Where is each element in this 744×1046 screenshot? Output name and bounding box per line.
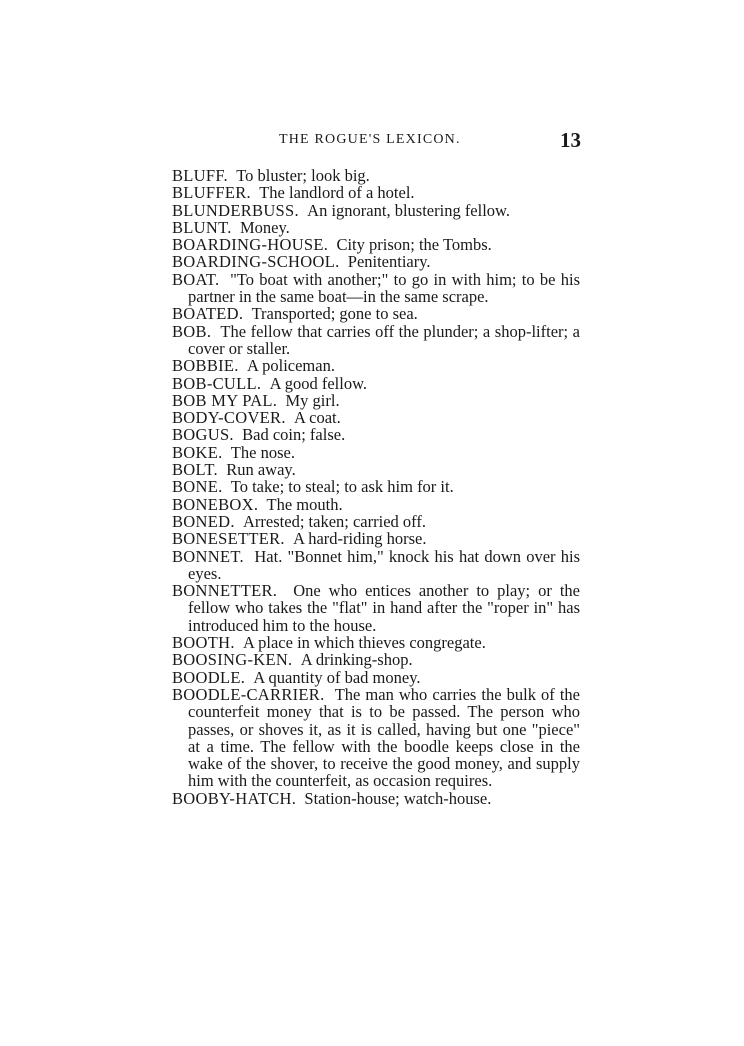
lexicon-entry	[172, 236, 580, 253]
lexicon-entry	[172, 530, 580, 547]
entry-term: BOKE.	[172, 442, 223, 462]
entry-term: BONEBOX.	[172, 494, 259, 514]
entry-definition: Station-house; watch-house.	[304, 788, 492, 808]
lexicon-entry	[172, 444, 580, 461]
entry-term: BOGUS.	[172, 425, 234, 445]
entry-definition: My girl.	[285, 390, 340, 410]
lexicon-entry	[172, 496, 580, 513]
lexicon-entry	[172, 461, 580, 478]
lexicon-entry	[172, 167, 580, 184]
entry-definition: A drinking-shop.	[300, 650, 413, 670]
entry-definition: A coat.	[294, 408, 341, 428]
entry-definition: City prison; the Tombs.	[336, 235, 492, 255]
entry-definition: A place in which thieves congregate.	[243, 633, 486, 653]
entry-term: BONED.	[172, 511, 235, 531]
entry-definition: The landlord of a hotel.	[259, 183, 415, 203]
entry-definition: Money.	[239, 217, 290, 237]
lexicon-entry	[172, 375, 580, 392]
running-header	[171, 128, 581, 154]
page-number: 13	[560, 128, 581, 152]
entry-definition: To take; to steal; to ask him for it.	[230, 477, 454, 497]
lexicon-entry	[172, 357, 580, 374]
entry-term: BOBBIE.	[172, 356, 239, 376]
entry-definition: The man who carries the bulk of the counterfeit money that is to be passed. The person who passes, or shoves it, as it is called, having but one "piece" at a time. The fellow with the boodle keeps close in the wake of the shover, to receive the good money, and supply him with the counterfeit, as occasion requires.	[188, 684, 580, 791]
entry-term: BODY-COVER.	[172, 408, 286, 428]
entry-definition: Penitentiary.	[347, 252, 431, 272]
entry-definition: Hat. "Bonnet him," knock his hat down over his eyes.	[188, 546, 581, 583]
entry-term: BONNET.	[172, 546, 244, 566]
entry-term: BOARDING-HOUSE.	[172, 235, 329, 255]
lexicon-entry	[172, 271, 580, 306]
entry-definition: A policeman.	[246, 356, 335, 376]
entry-definition: A hard-riding horse.	[293, 529, 427, 549]
entry-definition: To bluster; look big.	[236, 166, 370, 185]
entry-definition: A quantity of bad money.	[253, 667, 421, 687]
entry-term: BLUNDERBUSS.	[172, 200, 299, 220]
entry-term: BOODLE.	[172, 667, 246, 687]
entry-definition: Arrested; taken; carried off.	[243, 511, 426, 531]
lexicon-entry	[172, 790, 580, 807]
entry-term: BOB MY PAL.	[172, 390, 278, 410]
entry-term: BLUFFER.	[172, 183, 251, 203]
entry-term: BONE.	[172, 477, 223, 497]
lexicon-entry	[172, 202, 580, 219]
entry-definition: The fellow that carries off the plunder; a shop-lifter; a cover or staller.	[188, 321, 580, 358]
entry-term: BOB-CULL.	[172, 373, 262, 393]
lexicon-entry	[172, 686, 580, 790]
lexicon-entry	[172, 582, 580, 634]
lexicon-entry	[172, 305, 580, 322]
entry-term: BOARDING-SCHOOL.	[172, 252, 340, 272]
entry-term: BOATED.	[172, 304, 244, 324]
entry-definition: The mouth.	[266, 494, 343, 514]
entry-definition: Run away.	[226, 460, 296, 480]
entry-definition: A good fellow.	[269, 373, 368, 393]
lexicon-entry	[172, 669, 580, 686]
lexicon-entry	[172, 323, 580, 358]
entry-term: BLUFF.	[172, 166, 228, 185]
entry-term: BONESETTER.	[172, 529, 285, 549]
lexicon-entry	[172, 426, 580, 443]
lexicon-entry	[172, 513, 580, 530]
lexicon-entry	[172, 219, 580, 236]
lexicon-entry	[172, 651, 580, 668]
entry-term: BOOBY-HATCH.	[172, 788, 297, 808]
entry-definition: "To boat with another;" to go in with him; to be his partner in the same boat—in the same scrape.	[188, 269, 580, 307]
lexicon-entry	[172, 253, 580, 270]
running-title: THE ROGUE'S LEXICON.	[279, 132, 461, 147]
entry-definition: One who entices another to play; or the fellow who takes the "flat" in hand after the "roper in" has introduced him to the house.	[188, 581, 581, 635]
lexicon-entries	[172, 167, 580, 807]
entry-term: BOOSING-KEN.	[172, 650, 293, 670]
entry-term: BOAT.	[172, 269, 220, 289]
entry-term: BOB.	[172, 321, 212, 341]
lexicon-entry	[172, 634, 580, 651]
entry-definition: The nose.	[230, 442, 295, 462]
entry-definition: Bad coin; false.	[242, 425, 346, 445]
entry-term: BONNETTER.	[172, 581, 278, 601]
lexicon-entry	[172, 478, 580, 495]
entry-definition: An ignorant, blustering fellow.	[307, 200, 511, 220]
lexicon-entry	[172, 548, 580, 583]
entry-term: BOLT.	[172, 460, 218, 480]
lexicon-entry	[172, 184, 580, 201]
entry-term: BOODLE-CARRIER.	[172, 684, 325, 704]
entry-term: BOOTH.	[172, 633, 235, 653]
lexicon-entry	[172, 392, 580, 409]
entry-term: BLUNT.	[172, 217, 232, 237]
lexicon-entry	[172, 409, 580, 426]
entry-definition: Transported; gone to sea.	[251, 304, 418, 324]
